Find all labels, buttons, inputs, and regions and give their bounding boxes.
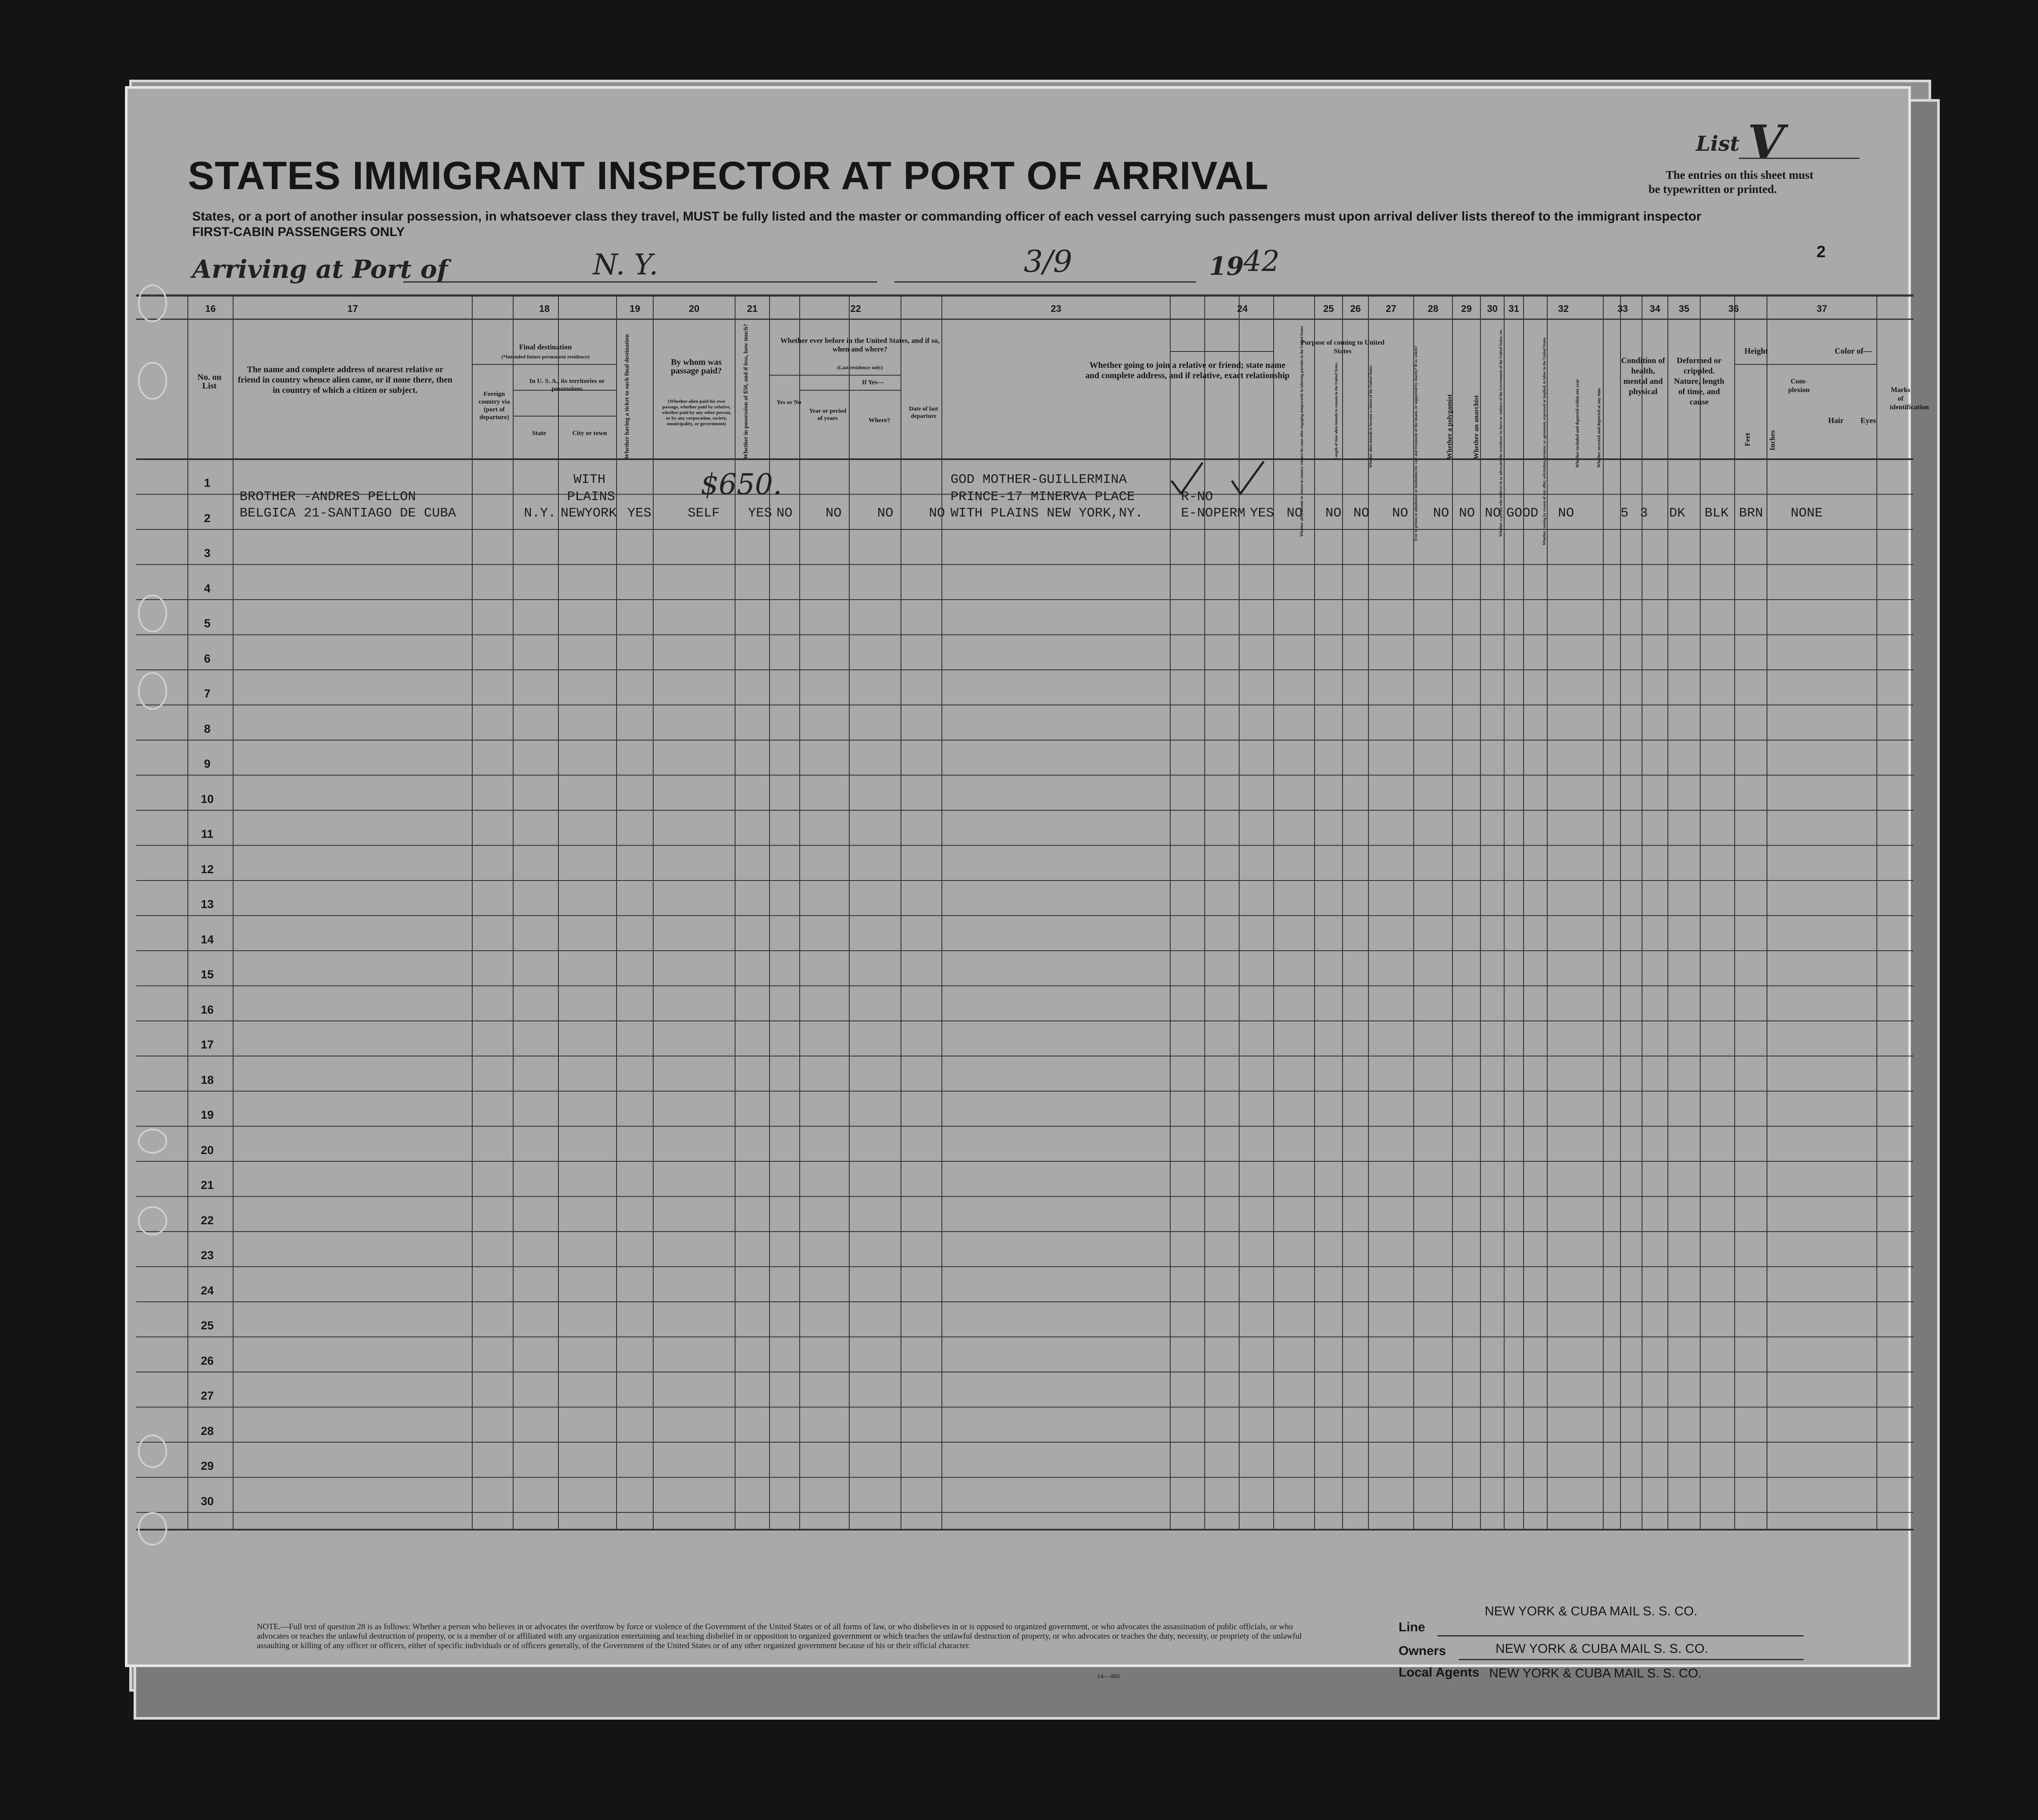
row-number: 11 bbox=[201, 828, 214, 840]
column-number: 33 bbox=[1617, 303, 1628, 314]
line-value: NEW YORK & CUBA MAIL S. S. CO. bbox=[1485, 1604, 1698, 1618]
header-money: Whether in possession of $50, and if less, how much? bbox=[743, 324, 749, 459]
relative-name: BROTHER -ANDRES PELLON bbox=[240, 489, 416, 504]
header-ever-before: Whether ever before in the United States, and if so, when and where? bbox=[780, 336, 940, 353]
local-agents-value: NEW YORK & CUBA MAIL S. S. CO. bbox=[1489, 1666, 1702, 1680]
destination-city-2: PLAINS bbox=[567, 489, 615, 504]
header-deported: Whether arrested and deported at any time bbox=[1597, 388, 1602, 468]
header-ever-before-sub: (Last residence only) bbox=[837, 364, 883, 370]
row-number: 7 bbox=[204, 687, 211, 700]
row-number: 17 bbox=[200, 1038, 214, 1051]
header-join-relative: Whether going to join a relative or friend; state name and complete address, and if relative, exact relationship bbox=[1085, 361, 1290, 380]
row-number: 19 bbox=[200, 1108, 214, 1121]
header-marks: Marks of identification bbox=[1890, 386, 1929, 411]
header-state: State bbox=[532, 430, 546, 437]
column-number: 19 bbox=[629, 303, 640, 314]
date-value: 3/9 bbox=[1024, 244, 1072, 279]
row-number: 8 bbox=[204, 722, 211, 735]
height-inches: 3 bbox=[1640, 506, 1648, 521]
prison-value: NO bbox=[1287, 506, 1303, 521]
header-foreign-country: Foreign country via (port of departure) bbox=[478, 391, 510, 421]
column-number: 18 bbox=[539, 303, 550, 314]
check-mark bbox=[1228, 457, 1267, 496]
row-number: 30 bbox=[200, 1494, 214, 1508]
header-no-on-list: No. on List bbox=[197, 373, 221, 391]
eyes-value: BRN bbox=[1739, 506, 1763, 521]
money-amount: $650. bbox=[701, 468, 782, 501]
anarchist-value: NO bbox=[1353, 506, 1370, 521]
hair-value: BLK bbox=[1705, 506, 1729, 521]
row-number: 16 bbox=[200, 1003, 214, 1016]
labor-value: NO bbox=[1433, 506, 1449, 521]
destination-city-1: WITH bbox=[573, 472, 606, 487]
year-value: 42 bbox=[1243, 245, 1280, 278]
page-title: STATES IMMIGRANT INSPECTOR AT PORT OF ARRIVAL bbox=[188, 154, 1269, 198]
header-nearest-relative: The name and complete address of nearest relative or friend in country whence alien came, or if none there, then in country of which a citizen or subject. bbox=[237, 365, 453, 395]
form-number: 14—480 bbox=[1097, 1673, 1120, 1680]
row-number: 10 bbox=[200, 792, 214, 806]
table-grid bbox=[128, 89, 1929, 1670]
column-number: 16 bbox=[205, 303, 216, 314]
binder-ring bbox=[138, 362, 167, 400]
column-number: 29 bbox=[1461, 303, 1472, 314]
complexion-value: DK bbox=[1669, 506, 1686, 521]
header-polygamist: Whether a polygamist bbox=[1446, 394, 1453, 459]
binder-ring bbox=[138, 1129, 167, 1154]
header-passage-paid-sub: (Whether alien paid his own passage, whether paid by relative, whether paid by any other person, or by any corporation, society, municipality, or government) bbox=[662, 399, 731, 426]
purpose-return-1: R-NO bbox=[1181, 489, 1213, 504]
row-number: 5 bbox=[204, 617, 211, 630]
column-number: 28 bbox=[1427, 303, 1439, 314]
manifest-sheet bbox=[125, 86, 1929, 1680]
binder-ring bbox=[138, 672, 167, 710]
header-feet: Feet bbox=[1743, 432, 1751, 446]
column-number: 31 bbox=[1508, 303, 1519, 314]
height-feet: 5 bbox=[1620, 506, 1629, 521]
header-health: Condition of health, mental and physical bbox=[1621, 356, 1665, 396]
list-label: List bbox=[1696, 132, 1740, 156]
row-number: 18 bbox=[200, 1073, 214, 1086]
excluded-value: NO bbox=[1459, 506, 1475, 521]
column-number: 30 bbox=[1487, 303, 1498, 314]
header-inches: Inches bbox=[1768, 430, 1776, 451]
header-final-destination: Final destination bbox=[519, 343, 572, 351]
join-relative-line1: GOD MOTHER-GUILLERMINA bbox=[950, 472, 1127, 487]
row-number: 23 bbox=[200, 1249, 214, 1262]
header-final-destination-sub: (*Intended future permanent residence) bbox=[501, 354, 590, 360]
column-number: 27 bbox=[1386, 303, 1396, 314]
passage-paid-value: SELF bbox=[688, 506, 720, 521]
column-number: 26 bbox=[1350, 303, 1361, 314]
port-value: N. Y. bbox=[593, 248, 658, 281]
row-number: 24 bbox=[200, 1284, 214, 1297]
column-number: 17 bbox=[347, 303, 358, 314]
row-number: 2 bbox=[204, 511, 211, 525]
typewritten-note: be typewritten or printed. bbox=[1648, 183, 1777, 196]
header-purpose: Purpose of coming to United States bbox=[1300, 339, 1385, 355]
column-number: 35 bbox=[1679, 303, 1689, 314]
column-number: 23 bbox=[1050, 303, 1062, 314]
row-number: 4 bbox=[204, 582, 211, 595]
purpose-return-2: E-NO bbox=[1181, 506, 1213, 521]
row-number: 1 bbox=[204, 476, 211, 489]
where-value: NO bbox=[877, 506, 894, 521]
page-subtitle: States, or a port of another insular possession, in whatsoever class they travel, MUST be fully listed and the master or commanding officer of each vessel carrying such passengers must upon arrival deliver lists thereof to the immigrant inspector bbox=[192, 209, 1701, 224]
intends-citizen: YES bbox=[1250, 506, 1274, 521]
ever-before-value: NO bbox=[776, 506, 793, 521]
header-passage-paid: By whom was passage paid? bbox=[670, 358, 722, 376]
column-number: 24 bbox=[1237, 303, 1248, 314]
row-number: 15 bbox=[200, 968, 214, 981]
column-number: 22 bbox=[850, 303, 861, 314]
owners-underline bbox=[1459, 1659, 1804, 1660]
row-number: 3 bbox=[204, 547, 211, 560]
money-value: YES bbox=[748, 506, 772, 521]
destination-city-3: NEWYORK bbox=[561, 506, 617, 521]
line-underline bbox=[1437, 1635, 1804, 1636]
column-number: 36 bbox=[1728, 303, 1739, 314]
row-number: 27 bbox=[200, 1389, 214, 1402]
column-number: 32 bbox=[1558, 303, 1569, 314]
line-label: Line bbox=[1399, 1620, 1425, 1634]
health-value: GOOD bbox=[1506, 506, 1539, 521]
header-purpose-return: Whether alien intends to return to country whence he came after engaging temporarily in laboring pursuits in the United States bbox=[1299, 326, 1304, 537]
header-year-period: Year or period of years bbox=[809, 408, 847, 422]
deformed-value: NO bbox=[1558, 506, 1574, 521]
header-purpose-citizen: Whether alien intends to become a citizen of the United States bbox=[1368, 365, 1373, 468]
typewritten-note: The entries on this sheet must bbox=[1666, 168, 1814, 181]
binder-ring bbox=[138, 284, 167, 322]
length-of-stay: PERM bbox=[1213, 506, 1246, 521]
header-labor: Whether coming by reason of any offer, solicitation, promise, or agreement, expressed or implied, to labor in the United States bbox=[1542, 337, 1546, 545]
arriving-label: Arriving at Port of bbox=[192, 255, 448, 284]
row-number: 20 bbox=[200, 1143, 214, 1157]
column-number: 21 bbox=[747, 303, 758, 314]
marks-value: NONE bbox=[1791, 506, 1823, 521]
column-number: 34 bbox=[1649, 303, 1661, 314]
owners-value: NEW YORK & CUBA MAIL S. S. CO. bbox=[1496, 1642, 1708, 1656]
row-number: 28 bbox=[200, 1424, 214, 1437]
header-complexion: Com-plexion bbox=[1788, 378, 1810, 394]
header-height: Height bbox=[1744, 347, 1768, 356]
row-number: 22 bbox=[200, 1213, 214, 1227]
header-ticket: Whether having a ticket to such final destination bbox=[624, 334, 630, 459]
row-number: 12 bbox=[200, 862, 214, 876]
sheet-number: 2 bbox=[1817, 243, 1826, 261]
header-deformed: Deformed or crippled. Nature, length of time, and cause bbox=[1674, 356, 1724, 407]
row-number: 29 bbox=[200, 1459, 214, 1472]
header-in-usa: In U. S. A., its territories or possessions bbox=[529, 378, 605, 392]
column-number: 37 bbox=[1817, 303, 1827, 314]
header-city: City or town bbox=[572, 430, 607, 437]
year-prefix: 19 bbox=[1209, 252, 1244, 281]
binder-ring bbox=[138, 594, 167, 632]
header-excluded: Whether excluded and deported within one year bbox=[1575, 379, 1580, 468]
header-overthrow: Whether a person who believes in or advocates the overthrow by force or violence of the Government of the United States, etc. bbox=[1499, 329, 1503, 537]
header-anarchist: Whether an anarchist bbox=[1473, 395, 1480, 459]
header-yes-or-no: Yes or No bbox=[776, 399, 801, 406]
header-last-departure: Date of last departure bbox=[909, 406, 938, 420]
class-note: FIRST-CABIN PASSENGERS ONLY bbox=[192, 225, 405, 239]
row-number: 6 bbox=[204, 652, 211, 665]
row-number: 26 bbox=[200, 1354, 214, 1367]
column-number: 25 bbox=[1323, 303, 1334, 314]
polygamist-value: NO bbox=[1325, 506, 1342, 521]
header-where: Where? bbox=[868, 417, 891, 424]
list-value: V bbox=[1748, 115, 1785, 170]
destination-state: N.Y. bbox=[524, 506, 556, 521]
header-eyes: Eyes bbox=[1860, 416, 1876, 425]
header-purpose-length: Length of time alien intends to remain in the United States bbox=[1334, 362, 1338, 459]
join-relative-line2: PRINCE-17 MINERVA PLACE bbox=[950, 489, 1135, 504]
relative-address: BELGICA 21-SANTIAGO DE CUBA bbox=[240, 506, 456, 521]
deported-value: NO bbox=[1485, 506, 1501, 521]
binder-ring bbox=[138, 1512, 167, 1546]
footnote-question-28: NOTE.—Full text of question 28 is as follows: Whether a person who believes in or advocates the overthrow by force or violence of the Government of the United States or of all forms of law, or who disbelieves in or is opposed to organized government, or who advocates the assassination of public officials, or who advocates or teaches the unlawful destruction of property, or is a member of or affiliated with any organization entertaining and teaching disbelief in or opposition to organized government or which teaches the unlawful destruction of property, or who advocates or teaches the duty, necessity, or propriety of the unlawful assaulting or killing of any officer or officers, either of specific individuals or of officers generally, of the Government of the United States or of any other organized government because of his or their official character. bbox=[257, 1622, 1302, 1650]
row-number: 9 bbox=[204, 757, 211, 770]
header-prison: Ever in prison or almshouse, or institution for care and treatment of the insane, or supported by charity? If so, which? bbox=[1414, 345, 1418, 541]
header-if-yes: If Yes— bbox=[862, 379, 884, 386]
row-number: 21 bbox=[200, 1179, 214, 1192]
column-number: 20 bbox=[689, 303, 700, 314]
row-number: 25 bbox=[200, 1319, 214, 1332]
row-number: 14 bbox=[200, 933, 214, 946]
row-number: 13 bbox=[200, 898, 214, 911]
last-departure-value: NO bbox=[929, 506, 945, 521]
ticket-value: YES bbox=[627, 506, 651, 521]
binder-ring bbox=[138, 1434, 167, 1468]
period-value: NO bbox=[826, 506, 842, 521]
binder-ring bbox=[138, 1206, 167, 1235]
overthrow-value: NO bbox=[1392, 506, 1409, 521]
header-hair: Hair bbox=[1828, 416, 1844, 425]
local-agents-label: Local Agents bbox=[1399, 1665, 1480, 1680]
join-relative-line3: WITH PLAINS NEW YORK,NY. bbox=[950, 506, 1143, 521]
owners-label: Owners bbox=[1399, 1644, 1446, 1658]
header-color: Color of— bbox=[1835, 347, 1872, 356]
